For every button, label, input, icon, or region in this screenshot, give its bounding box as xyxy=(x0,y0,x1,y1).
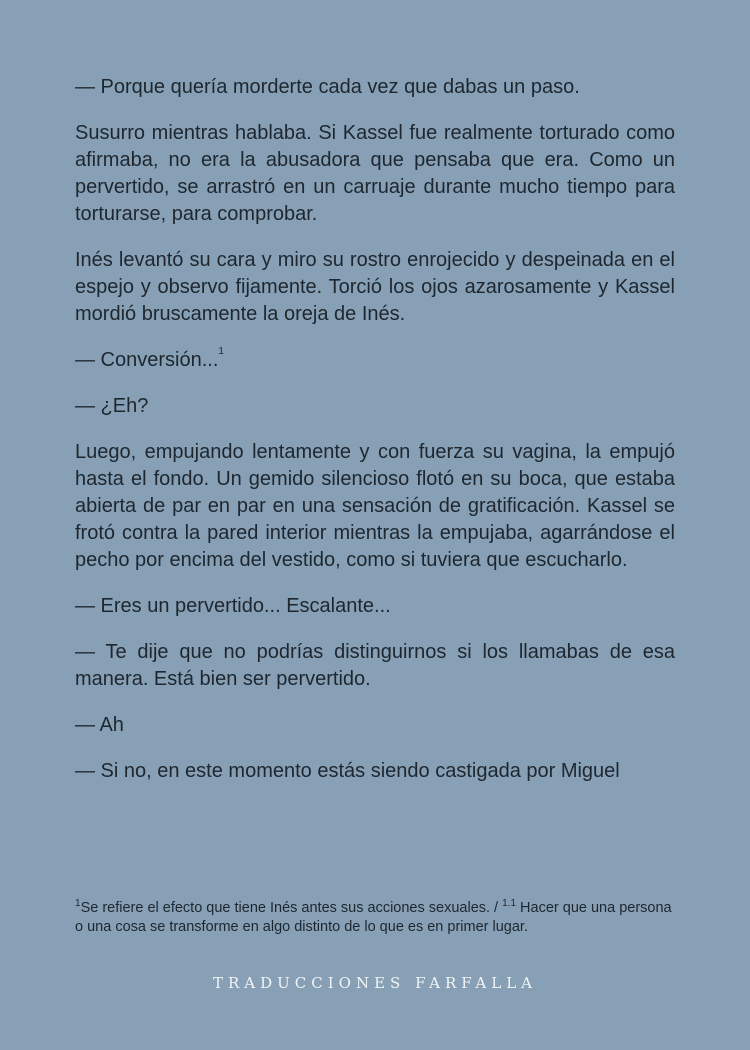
paragraph: Susurro mientras hablaba. Si Kassel fue realmente torturado como afirmaba, no era la abusadora que pensaba que era. Como un pervertido, se arrastró en un carruaje durante mucho tiempo para torturarse, para comprobar. xyxy=(75,122,675,225)
page-footer: TRADUCCIONES FARFALLA xyxy=(212,974,538,992)
footnote-mark: 1.1 xyxy=(502,898,517,909)
footnote-mark: 1 xyxy=(75,898,81,909)
paragraph: — Te dije que no podrías distinguirnos si los llamabas de esa manera. Está bien ser pervertido. xyxy=(75,641,675,690)
footnote-text: Hacer que una persona o una cosa se transforme en algo distinto de lo que es en primer lugar. xyxy=(75,900,672,935)
page-body xyxy=(75,74,675,804)
paragraph xyxy=(75,347,675,374)
footnote-text: Se refiere el efecto que tiene Inés antes sus acciones sexuales. / xyxy=(80,900,503,916)
paragraph-text: — Conversión... xyxy=(75,349,219,371)
paragraph: — Porque quería morderte cada vez que dabas un paso. xyxy=(75,76,580,98)
paragraph: — Si no, en este momento estás siendo castigada por Miguel xyxy=(75,760,620,782)
paragraph: — ¿Eh? xyxy=(75,395,149,417)
paragraph: Luego, empujando lentamente y con fuerza su vagina, la empujó hasta el fondo. Un gemido silencioso flotó en su boca, que estaba abierta de par en par en una sensación de gratificación. Kassel se frotó contra la pared interior mientras la empujaba, agarrándose el pecho por encima del vestido, como si tuviera que escucharlo. xyxy=(75,441,675,571)
footnote-reference: 1 xyxy=(218,346,224,357)
paragraph: — Ah xyxy=(75,714,124,736)
paragraph: — Eres un pervertido... Escalante... xyxy=(75,595,391,617)
footnotes xyxy=(75,899,675,937)
paragraph: Inés levantó su cara y miro su rostro enrojecido y despeinada en el espejo y observo fijamente. Torció los ojos azarosamente y Kassel mordió bruscamente la oreja de Inés. xyxy=(75,249,675,325)
